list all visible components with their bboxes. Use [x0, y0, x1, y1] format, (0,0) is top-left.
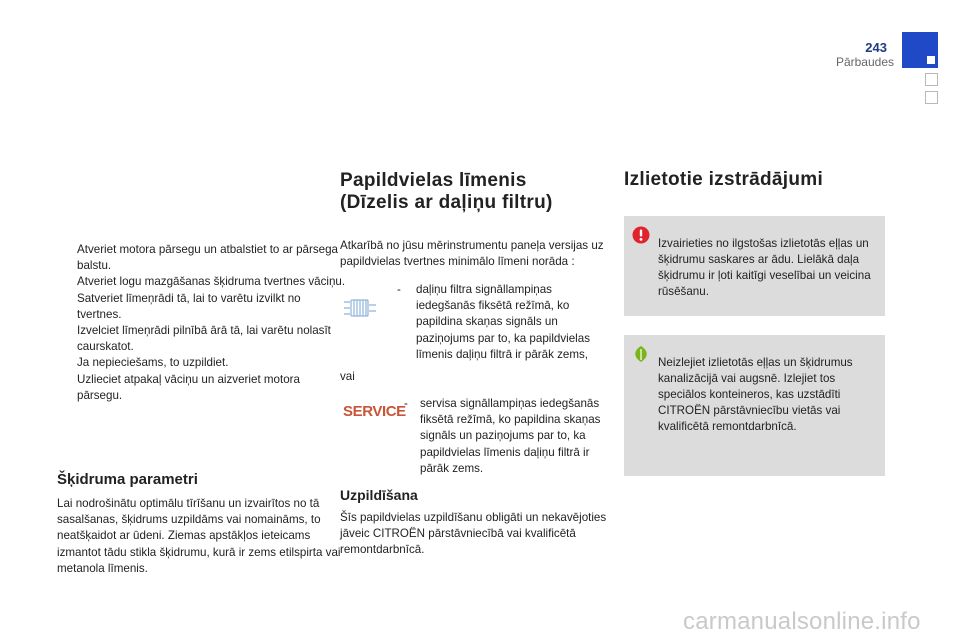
step-item: [57, 372, 347, 404]
chapter-tab-marker: [927, 56, 935, 64]
eco-notice-text: Neizlejiet izlietotās eļļas un šķidrumus kanalizācijā vai augsnē. Izlejiet tos speciālos konteineros, kas uzstādīti CITROËN pārstāvniecību vietās vai kvalificētā remontdarbnīcā.: [658, 355, 853, 434]
fluid-specs-heading: Šķidruma parametri: [57, 471, 198, 488]
page-number: 243: [865, 40, 887, 55]
additive-level-intro: Atkarībā no jūsu mērinstrumentu paneļa versijas uz papildvielas tvertnes minimālo līmeni norāda :: [340, 239, 604, 269]
refill-text: Šīs papildvielas uzpildīšanu obligāti un nekavējoties jāveic CITROËN pārstāvniecībā vai kvalificētā remontdarbnīcā.: [340, 511, 607, 557]
step-text: Ja nepieciešams, to uzpildiet.: [77, 356, 229, 370]
step-text: Satveriet līmeņrādi tā, lai to varētu izvilkt no tvertnes.: [77, 291, 301, 321]
refill-heading: Uzpildīšana: [340, 487, 418, 503]
service-light-description: servisa signāllampiņas iedegšanās fiksētā režīmā, ko papildina skaņas signāls un paziņojums par to, ka papildvielas līmenis daļiņu filtrā ir pārāk zems.: [420, 397, 601, 475]
step-text: Atveriet motora pārsegu un atbalstiet to ar pārsega balstu.: [77, 243, 339, 273]
chapter-box-outline: [925, 73, 938, 86]
warning-notice-box: [624, 216, 885, 316]
additive-level-heading-line1: Papildvielas līmenis: [340, 170, 527, 191]
leaf-icon: [632, 345, 650, 363]
particle-filter-warning-icon: [342, 296, 378, 320]
additive-level-heading-line2: (Dīzelis ar daļiņu filtru): [340, 192, 553, 213]
chapter-box-outline: [925, 91, 938, 104]
section-name: Pārbaudes: [835, 55, 894, 69]
step-text: Izvelciet līmeņrādi pilnībā ārā tā, lai varētu nolasīt caurskatot.: [77, 324, 331, 354]
list-dash: -: [397, 283, 401, 296]
step-text: Uzlieciet atpakaļ vāciņu un aizveriet motora pārsegu.: [77, 372, 300, 402]
step-item: [57, 274, 347, 290]
step-item: [57, 355, 347, 371]
step-item: [57, 291, 347, 323]
warning-notice-text: Izvairieties no ilgstošas izlietotās eļļas un šķidrumu saskares ar ādu. Lielākā daļa šķidrumu ir ļoti kaitīgi veselībai un veicina rūsēšanu.: [658, 236, 871, 299]
procedure-steps: [57, 242, 347, 404]
fluid-specs-text: Lai nodrošinātu optimālu tīrīšanu un izvairītos no tā sasalšanas, šķidrums uzpildāms vai nomaināms, to neatšķaidot ar ūdeni. Ziemas apstākļos ieteicams izmantot tādu stikla šķidrumu, kurā ir zems etilspirta vai metanola līmenis.: [57, 497, 341, 575]
step-item: [57, 242, 347, 274]
warning-icon: [632, 226, 650, 244]
used-products-heading: Izlietotie izstrādājumi: [624, 169, 824, 190]
chapter-tab: [902, 32, 938, 68]
additive-level-heading: [340, 170, 553, 214]
warning-light-description: daļiņu filtra signāllampiņas iedegšanās fiksētā režīmā, ko papildina skaņas signāls un paziņojums par to, ka papildvielas līmenis daļiņu filtrā ir pārāk zems,: [416, 283, 591, 361]
or-separator: vai: [340, 370, 355, 383]
watermark: carmanualsonline.info: [683, 608, 921, 635]
service-warning-icon: SERVICE: [343, 403, 406, 420]
step-text: Atveriet logu mazgāšanas šķidruma tvertnes vāciņu.: [77, 275, 346, 289]
eco-notice-box: [624, 335, 885, 476]
step-item: [57, 323, 347, 355]
list-dash: -: [404, 397, 408, 410]
